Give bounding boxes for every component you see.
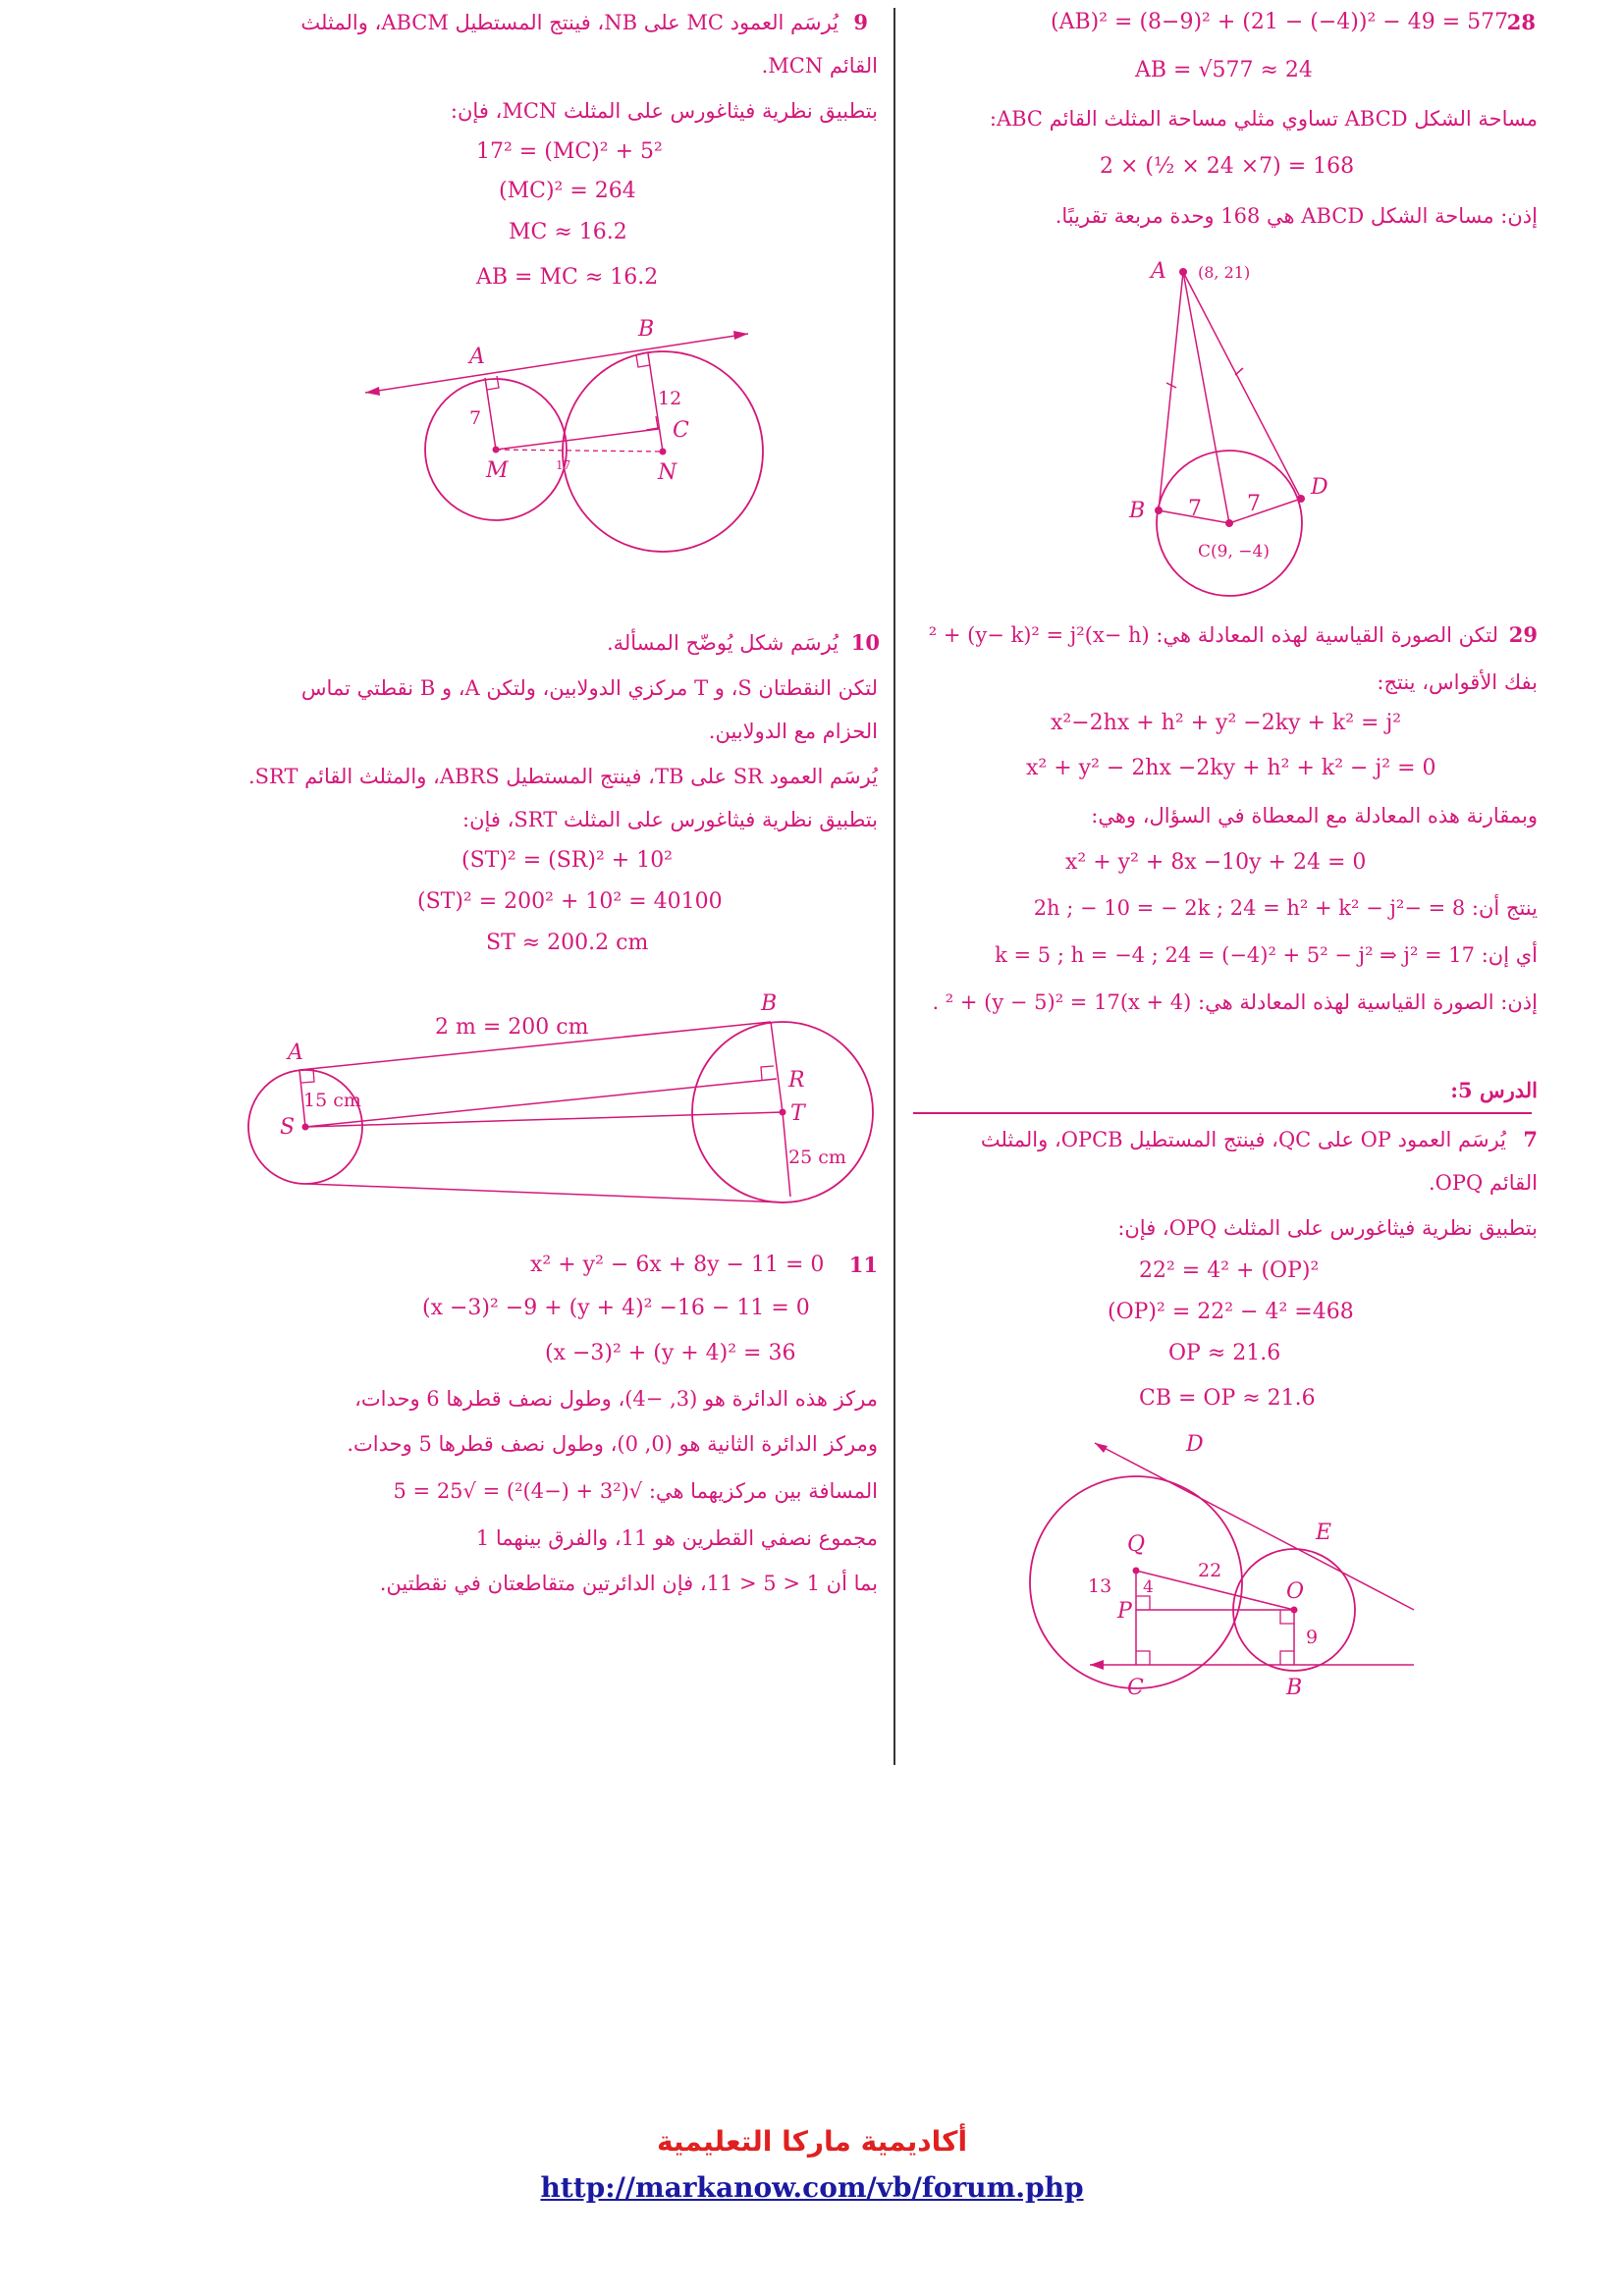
fig10-label-a: A — [288, 1041, 303, 1065]
p11-distance: المسافة بين مركزيهما هي: √(3² + (−4)²) = √25 = 5 — [393, 1479, 878, 1503]
fig28-label-b: B — [1129, 499, 1146, 523]
equation-ab-squared: (AB)² = (8−9)² + (21 − (−4))² − 49 = 577 — [1051, 10, 1509, 34]
p11-conclusion: بما أن 1 < 5 < 11، فإن الدائرتين متقاطعتان في نقطتين. — [379, 1572, 878, 1595]
p10-centers: لتكن النقطتان S، و T مركزي الدولابين، ولتكن A، و B نقطتي تماس — [300, 676, 878, 700]
fig9-label-b: B — [638, 317, 655, 342]
fig9-label-m: M — [486, 458, 509, 483]
p9-statement: يُرسَم العمود MC على NB، فينتج المستطيل ABCM، والمثلث — [300, 11, 839, 34]
p7-eq2: (OP)² = 22² − 4² =468 — [1108, 1300, 1354, 1324]
exercise-number-29: 29 — [1508, 622, 1538, 647]
standard-form-result: إذن: الصورة القياسية لهذه المعادلة هي: (x + 4)² + (y − 5)² = 17 . — [932, 990, 1538, 1014]
exercise-number-28: 28 — [1506, 10, 1536, 34]
fig10-label-b: B — [761, 991, 778, 1016]
p10-pythagoras: بتطبيق نظرية فيثاغورس على المثلث SRT، فإن: — [462, 808, 878, 831]
fig7-label-d: D — [1186, 1432, 1204, 1457]
fig10-radius-25: 25 cm — [788, 1147, 846, 1168]
p11-center1: مركز هذه الدائرة هو (3, −4)، وطول نصف قطرها 6 وحدات، — [354, 1387, 878, 1411]
fig9-label-c: C — [673, 418, 689, 443]
p10-eq1: (ST)² = (SR)² + 10² — [461, 848, 674, 873]
fig7-label-13: 13 — [1088, 1575, 1112, 1597]
fig7-label-c: C — [1127, 1676, 1144, 1700]
figure-9 — [363, 314, 776, 560]
fig10-radius-15: 15 cm — [303, 1090, 361, 1111]
p9-pythagoras: بتطبيق نظرية فيثاغورس على المثلث MCN، فإن: — [450, 99, 878, 123]
equation-ab: AB = √577 ≈ 24 — [1135, 58, 1313, 82]
fig10-belt-length: 2 m = 200 cm — [435, 1015, 589, 1040]
p7-pythagoras: بتطبيق نظرية فيثاغورس على المثلث OPQ، فإن: — [1117, 1216, 1538, 1240]
fig9-label-a: A — [469, 345, 485, 369]
p7-eq3: OP ≈ 21.6 — [1168, 1341, 1281, 1365]
p10-perpendicular: يُرسَم العمود SR على TB، فينتج المستطيل ABRS، والمثلث القائم SRT. — [247, 765, 878, 788]
given-equation: x² + y² + 8x −10y + 24 = 0 — [1065, 850, 1367, 875]
coefficient-comparison: ينتج أن: 8 = −2h ; − 10 = − 2k ; 24 = h² + k² − j² — [1033, 896, 1538, 920]
fig28-label-d: D — [1311, 475, 1328, 500]
exercise-number-9: 9 — [853, 10, 868, 34]
figure-10 — [241, 987, 889, 1222]
compare-statement: وبمقارنة هذه المعادلة مع المعطاة في السؤال، وهي: — [1091, 804, 1538, 828]
area-conclusion: إذن: مساحة الشكل ABCD هي 168 وحدة مربعة تقريبًا. — [1055, 204, 1538, 228]
column-divider — [893, 8, 895, 1765]
fig9-label-n: N — [658, 460, 677, 485]
expanded-equation: x²−2hx + h² + y² −2ky + k² = j² — [1051, 711, 1402, 735]
fig7-label-4: 4 — [1143, 1577, 1154, 1597]
fig7-label-p: P — [1117, 1599, 1132, 1624]
p9-eq3: MC ≈ 16.2 — [509, 220, 627, 244]
footer-title: أكاديمية ماركا التعليمية — [656, 2125, 968, 2158]
fig28-label-r1: 7 — [1188, 497, 1202, 521]
fig7-label-q: Q — [1127, 1532, 1146, 1557]
fig9-label-12: 12 — [658, 388, 682, 409]
p10-eq2: (ST)² = 200² + 10² = 40100 — [417, 889, 723, 914]
p7-statement: يُرسَم العمود OP على QC، فينتج المستطيل OPCB، والمثلث — [980, 1128, 1506, 1151]
standard-form-statement: لتكن الصورة القياسية لهذه المعادلة هي: (x− h)² + (y− k)² = j² — [928, 623, 1498, 647]
p11-eq3: (x −3)² + (y + 4)² = 36 — [545, 1341, 796, 1365]
figure-7 — [1021, 1433, 1434, 1708]
p10-tangents: الحزام مع الدولابين. — [708, 720, 878, 743]
fig9-label-17: 17 — [556, 458, 571, 472]
p9-statement-cont: القائم MCN. — [761, 54, 878, 78]
expand-statement: بفك الأقواس، ينتج: — [1377, 670, 1538, 694]
p7-eq4: CB = OP ≈ 21.6 — [1139, 1386, 1316, 1411]
footer-link[interactable]: http://markanow.com/vb/forum.php — [540, 2171, 1084, 2204]
p9-eq1: 17² = (MC)² + 5² — [476, 139, 663, 164]
p11-eq2: (x −3)² −9 + (y + 4)² −16 − 11 = 0 — [422, 1296, 810, 1320]
rearranged-equation: x² + y² − 2hx −2ky + h² + k² − j² = 0 — [1026, 756, 1436, 780]
p9-eq4: AB = MC ≈ 16.2 — [476, 265, 659, 290]
area-statement: مساحة الشكل ABCD تساوي مثلي مساحة المثلث القائم ABC: — [989, 107, 1538, 131]
fig10-label-r: R — [788, 1068, 805, 1093]
exercise-number-11: 11 — [848, 1253, 878, 1277]
fig7-label-e: E — [1316, 1521, 1332, 1545]
lesson-underline — [913, 1112, 1532, 1114]
fig7-label-o: O — [1286, 1579, 1305, 1604]
fig7-label-b: B — [1286, 1676, 1303, 1700]
p10-statement: يُرسَم شكل يُوضّح المسألة. — [606, 631, 839, 655]
fig9-label-7: 7 — [469, 407, 482, 429]
fig7-label-9: 9 — [1306, 1627, 1319, 1648]
p11-eq1: x² + y² − 6x + 8y − 11 = 0 — [530, 1253, 825, 1277]
lesson-heading: الدرس 5: — [1450, 1078, 1538, 1102]
p7-statement-cont: القائم OPQ. — [1428, 1171, 1538, 1195]
exercise-number-7: 7 — [1523, 1127, 1538, 1151]
exercise-number-10: 10 — [850, 630, 880, 655]
p10-eq3: ST ≈ 200.2 cm — [486, 931, 649, 955]
area-calculation: 2 × (½ × 24 ×7) = 168 — [1100, 154, 1355, 179]
p7-eq1: 22² = 4² + (OP)² — [1139, 1258, 1320, 1283]
fig10-label-t: T — [790, 1101, 805, 1126]
fig10-label-s: S — [280, 1115, 296, 1140]
fig7-label-22: 22 — [1198, 1560, 1222, 1581]
fig28-label-a-coord: (8, 21) — [1198, 263, 1251, 282]
solution-values: أي إن: k = 5 ; h = −4 ; 24 = (−4)² + 5² − j² ⇒ j² = 17 — [995, 943, 1538, 967]
p9-eq2: (MC)² = 264 — [499, 179, 636, 203]
fig28-label-c: C(9, −4) — [1198, 542, 1270, 561]
fig28-label-r2: 7 — [1247, 492, 1261, 516]
fig28-label-a: A — [1151, 259, 1166, 284]
figure-28 — [1119, 250, 1355, 574]
p11-center2: ومركز الدائرة الثانية هو (0, 0)، وطول نصف قطرها 5 وحدات. — [347, 1432, 878, 1456]
p11-sum-diff: مجموع نصفي القطرين هو 11، والفرق بينهما 1 — [475, 1526, 878, 1550]
